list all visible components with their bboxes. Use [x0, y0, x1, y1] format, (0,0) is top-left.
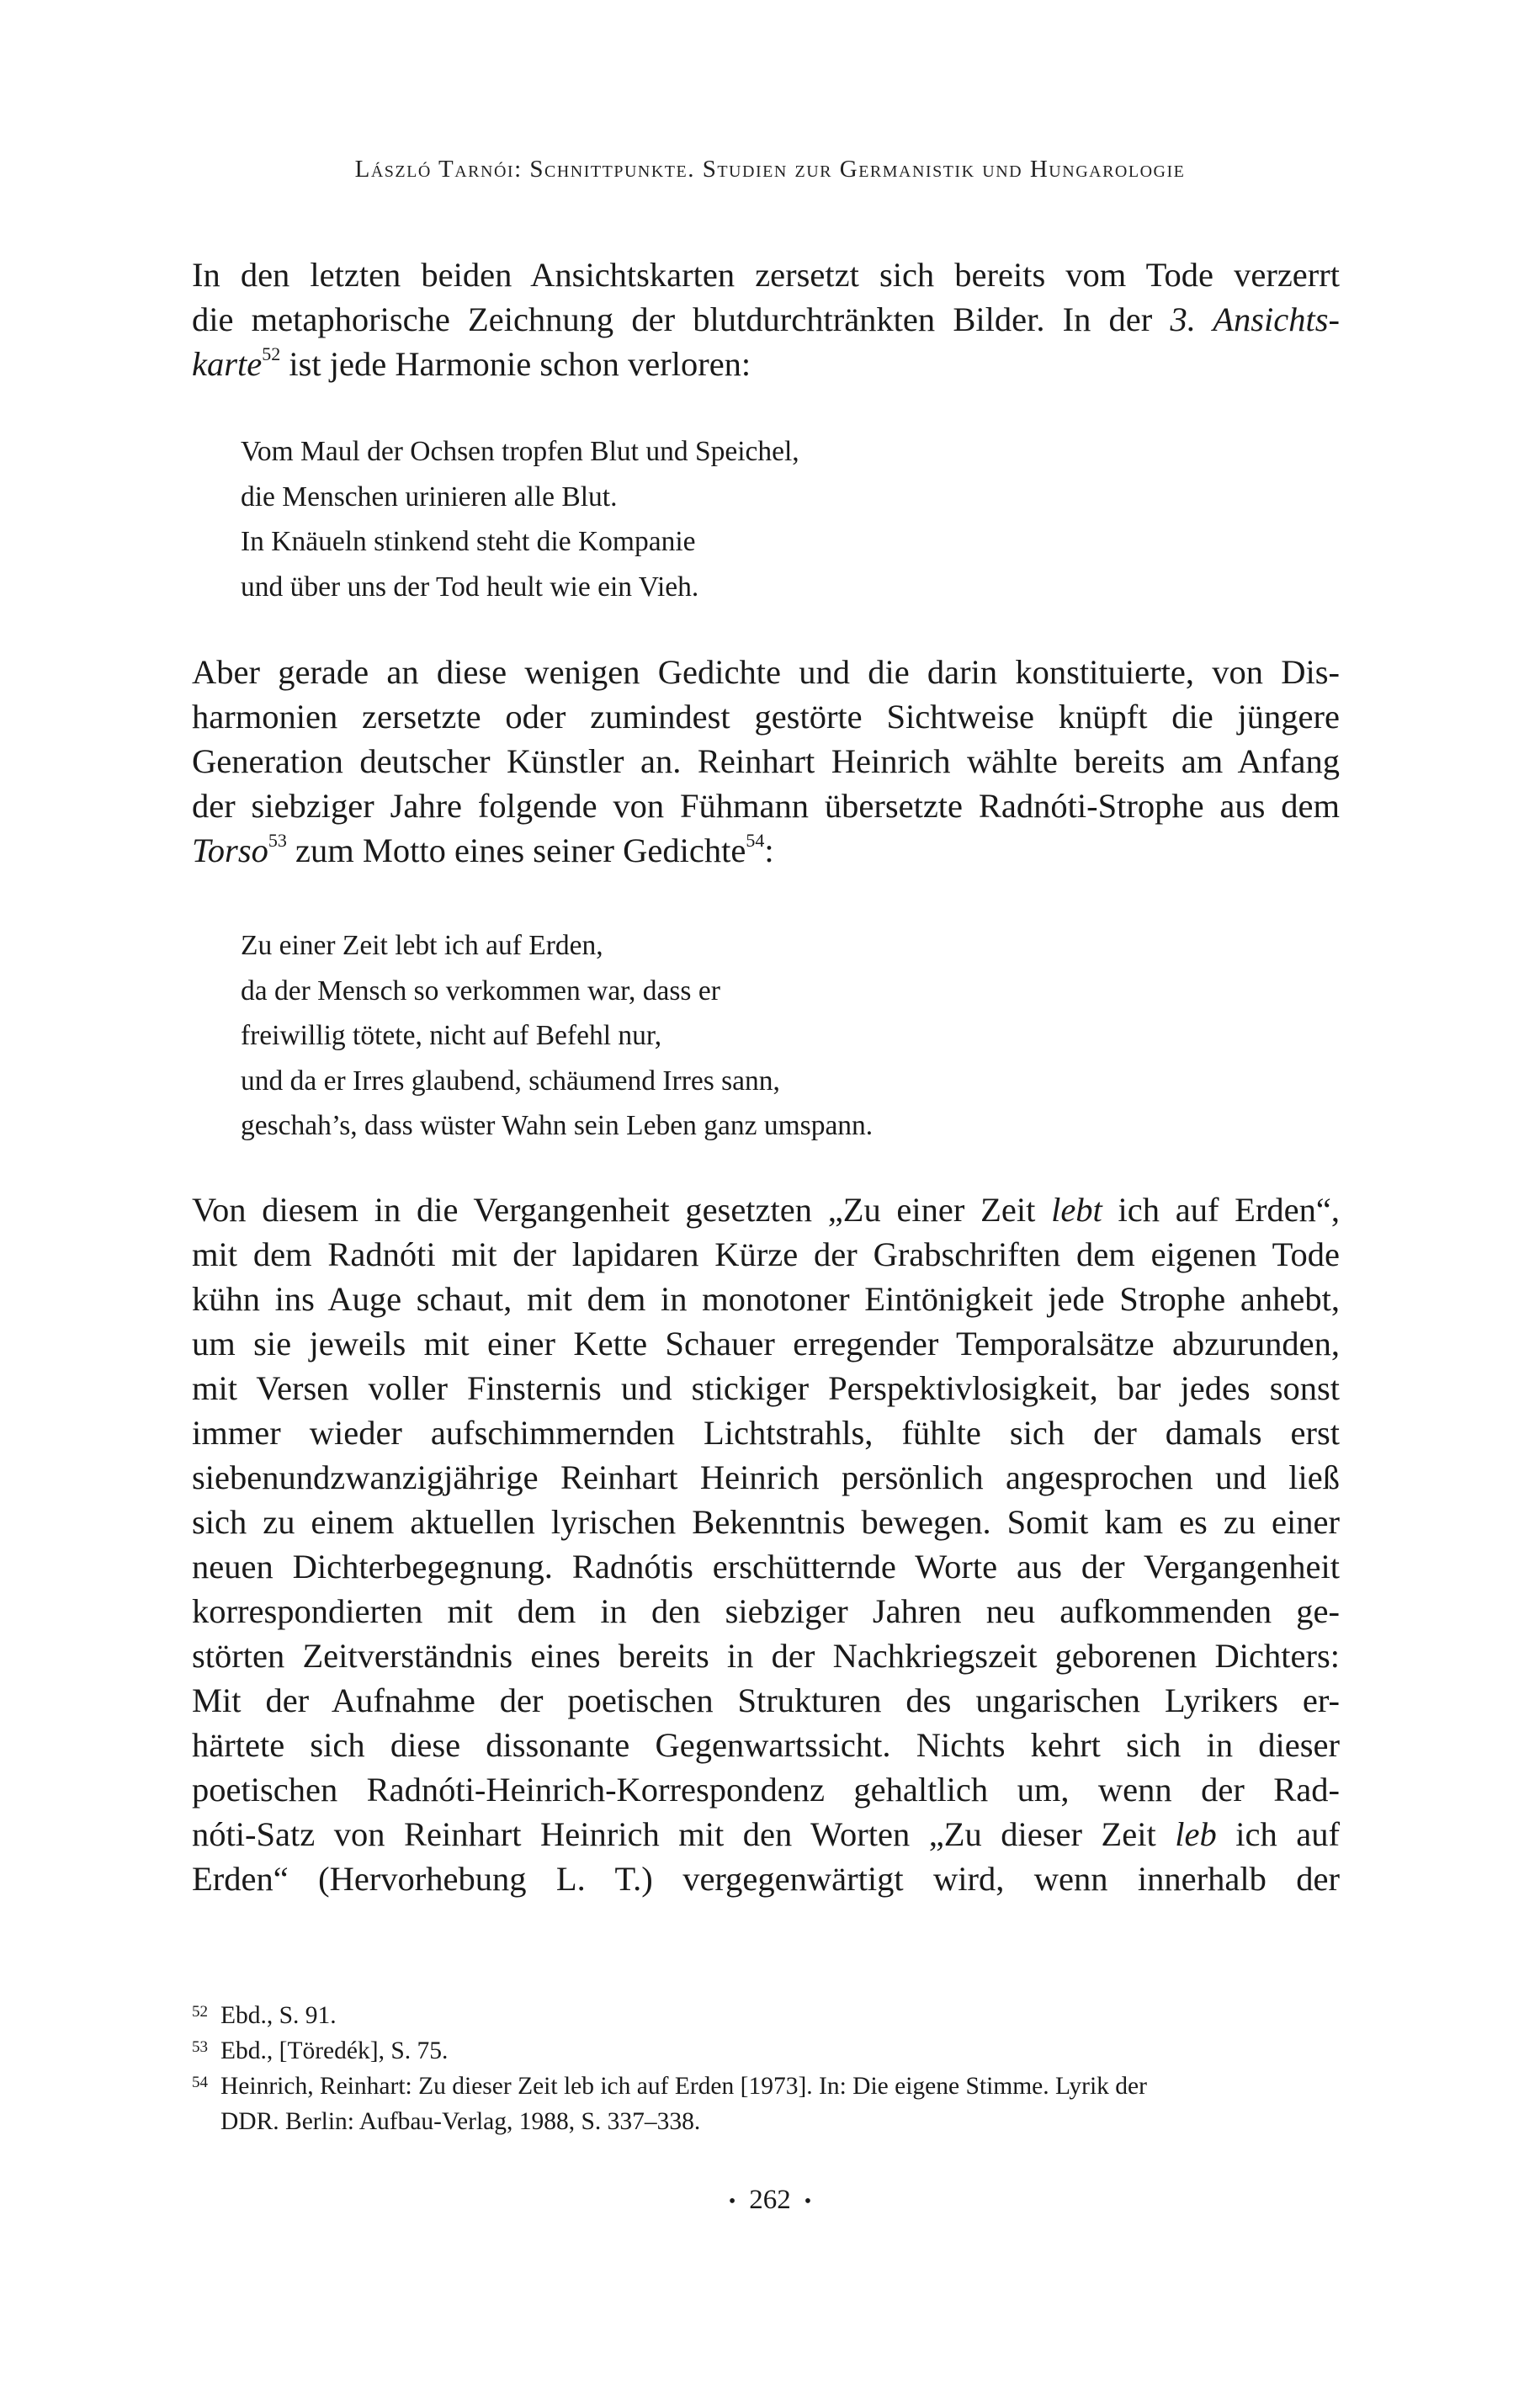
text-line — [192, 342, 1340, 386]
text-line: neuen Dichterbegegnung. Radnótis erschütternde Worte aus der Vergangenheit — [192, 1548, 1340, 1586]
footnote-52 — [192, 1998, 1340, 2033]
italic-run: lebt — [1051, 1191, 1102, 1229]
text-run: nóti-Satz von Reinhart Heinrich mit den Worten „Zu dieser Zeit — [192, 1815, 1176, 1853]
text-line: um sie jeweils mit einer Kette Schauer erregender Temporalsätze abzurunden, — [192, 1325, 1340, 1362]
text-line: sich zu einem aktuellen lyrischen Bekenntnis bewegen. Somit kam es zu einer — [192, 1503, 1340, 1541]
running-head: László Tarnói: Schnittpunkte. Studien zur Germanistik und Hungarologie — [354, 156, 1186, 183]
verse-line: und da er Irres glaubend, schäumend Irres sann, — [241, 1065, 780, 1097]
text-run: ich auf Erden“, — [1102, 1191, 1340, 1229]
footnote-54 — [192, 2069, 1340, 2139]
text-line: Erden“ (Hervorhebung L. T.) vergegenwärtigt wird, wenn innerhalb der — [192, 1860, 1340, 1898]
text-line: störten Zeitverständnis eines bereits in der Nachkriegszeit geborenen Dichters: — [192, 1637, 1340, 1675]
text-line: Mit der Aufnahme der poetischen Strukturen des ungarischen Lyrikers er- — [192, 1681, 1340, 1719]
text-line: immer wieder aufschimmernden Lichtstrahls, fühlte sich der damals erst — [192, 1414, 1340, 1452]
verse-line: In Knäueln stinkend steht die Kompanie — [241, 526, 696, 557]
footnote-53 — [192, 2033, 1340, 2069]
text-line: mit dem Radnóti mit der lapidaren Kürze der Grabschriften dem eigenen Tode — [192, 1235, 1340, 1273]
text-run: die metaphorische Zeichnung der blutdurchtränkten Bilder. In der — [192, 300, 1171, 338]
footnote-number: 54 — [192, 2074, 208, 2091]
footnote-line: Ebd., [Töredék], S. 75. — [220, 2037, 449, 2064]
verse-quote-1 — [241, 429, 1251, 609]
footnote-number: 53 — [192, 2038, 208, 2056]
footnote-text — [220, 2069, 1340, 2139]
paragraph-2 — [192, 650, 1340, 873]
text-line: siebenundzwanzigjährige Reinhart Heinrich persönlich angesprochen und ließ — [192, 1458, 1340, 1496]
footnote-ref[interactable]: 54 — [746, 829, 765, 851]
paragraph-1 — [192, 252, 1340, 386]
text-line: Aber gerade an diese wenigen Gedichte und die darin konstituierte, von Dis- — [192, 653, 1340, 691]
text-line — [192, 1812, 1340, 1856]
footnote-line: DDR. Berlin: Aufbau-Verlag, 1988, S. 337–338. — [220, 2108, 701, 2135]
bullet-left: • — [728, 2190, 736, 2212]
verse-line: die Menschen urinieren alle Blut. — [241, 481, 618, 513]
footnote-line: Ebd., S. 91. — [220, 2002, 337, 2029]
verse-quote-2 — [241, 923, 1251, 1149]
text-line — [192, 828, 1340, 873]
italic-run: leb — [1175, 1815, 1217, 1853]
page-number: 262 — [749, 2185, 791, 2215]
text-line: der siebziger Jahre folgende von Fühmann übersetzte Radnóti-Strophe aus dem — [192, 787, 1340, 825]
paragraph-3 — [192, 1187, 1340, 1901]
footnote-line: Heinrich, Reinhart: Zu dieser Zeit leb ich auf Erden [1973]. In: Die eigene Stimme. Lyrik der — [220, 2073, 1147, 2100]
text-run: Von diesem in die Vergangenheit gesetzten „Zu einer Zeit — [192, 1191, 1052, 1229]
text-line: poetischen Radnóti-Heinrich-Korrespondenz gehaltlich um, wenn der Rad- — [192, 1771, 1340, 1809]
text-line: In den letzten beiden Ansichtskarten zersetzt sich bereits vom Tode verzerrt — [192, 256, 1340, 294]
italic-run: Torso — [192, 831, 268, 869]
verse-line: und über uns der Tod heult wie ein Vieh. — [241, 571, 699, 603]
italic-run: karte — [192, 345, 263, 383]
bullet-right: • — [804, 2190, 812, 2212]
text-run: ist jede Harmonie schon verloren: — [280, 345, 751, 383]
footnote-text — [220, 1998, 1340, 2033]
text-line — [192, 1187, 1340, 1232]
italic-run: 3. Ansichts- — [1170, 300, 1341, 338]
footnote-text — [220, 2033, 1340, 2069]
footnote-ref[interactable]: 53 — [268, 829, 287, 851]
verse-line: da der Mensch so verkommen war, dass er — [241, 975, 720, 1007]
text-line — [192, 297, 1340, 342]
text-line: harmonien zersetzte oder zumindest gestörte Sichtweise knüpft die jüngere — [192, 698, 1340, 736]
text-line: kühn ins Auge schaut, mit dem in monotoner Eintönigkeit jede Strophe anhebt, — [192, 1280, 1340, 1318]
verse-line: geschah’s, dass wüster Wahn sein Leben ganz umspann. — [241, 1110, 874, 1141]
footnotes — [192, 1998, 1340, 2139]
verse-line: freiwillig tötete, nicht auf Befehl nur, — [241, 1020, 662, 1051]
text-line: mit Versen voller Finsternis und stickiger Perspektivlosigkeit, bar jedes sonst — [192, 1369, 1340, 1407]
text-line: härtete sich diese dissonante Gegenwartssicht. Nichts kehrt sich in dieser — [192, 1726, 1340, 1764]
text-run: ich auf — [1216, 1815, 1340, 1853]
text-run: zum Motto eines seiner Gedichte — [286, 831, 746, 869]
footnote-number: 52 — [192, 2003, 208, 2021]
text-run: : — [764, 831, 774, 869]
page-number-footer — [0, 2185, 1540, 2216]
verse-line: Zu einer Zeit lebt ich auf Erden, — [241, 930, 603, 961]
text-line: korrespondierten mit dem in den siebziger Jahren neu aufkommenden ge- — [192, 1592, 1340, 1630]
footnote-ref[interactable]: 52 — [262, 343, 281, 364]
verse-line: Vom Maul der Ochsen tropfen Blut und Speichel, — [241, 436, 799, 467]
text-line: Generation deutscher Künstler an. Reinhart Heinrich wählte bereits am Anfang — [192, 742, 1340, 780]
